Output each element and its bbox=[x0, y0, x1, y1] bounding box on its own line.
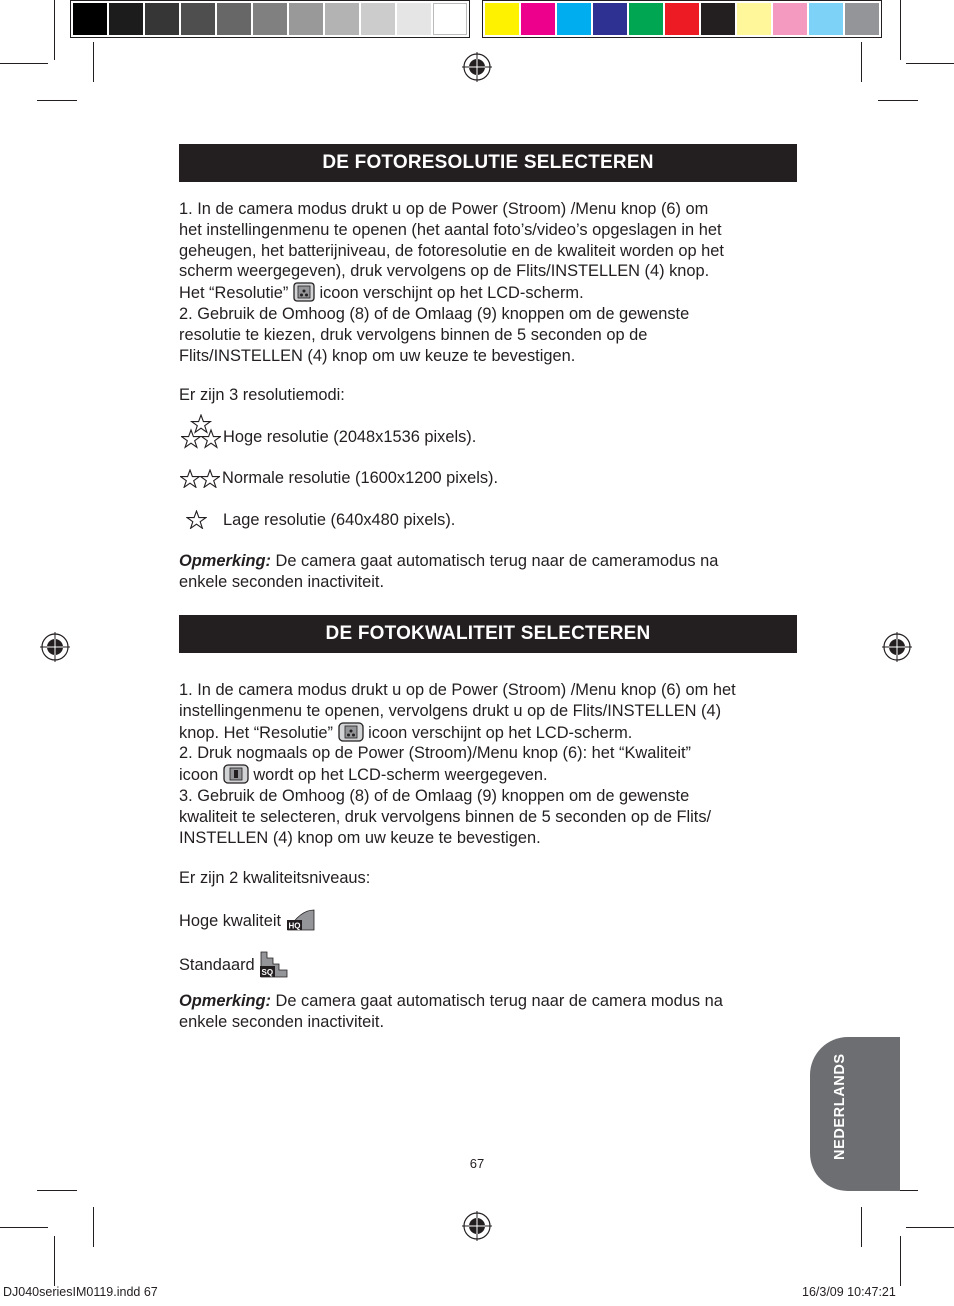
text-line bbox=[179, 551, 819, 572]
language-tab bbox=[810, 1037, 900, 1191]
resolution-icon bbox=[293, 282, 315, 302]
text-line: enkele seconden inactiviteit. bbox=[179, 572, 385, 591]
swatch bbox=[593, 3, 627, 35]
text-line bbox=[179, 722, 819, 744]
section-title-resolution: DE FOTORESOLUTIE SELECTEREN bbox=[179, 144, 797, 182]
registration-target-icon bbox=[462, 1211, 492, 1241]
swatch bbox=[629, 3, 663, 35]
text-line: INSTELLEN (4) knop om uw keuze te bevestigen. bbox=[179, 828, 541, 847]
text-line: het instellingenmenu te openen (het aantal foto’s/video’s opgeslagen in het bbox=[179, 220, 722, 239]
section-title-quality: DE FOTOKWALITEIT SELECTEREN bbox=[179, 615, 797, 653]
text-line: 2. Gebruik de Omhoog (8) of de Omlaag (9) knoppen om de gewenste bbox=[179, 304, 690, 323]
text-fragment: Standaard bbox=[179, 956, 255, 974]
text-line: instellingenmenu te openen, vervolgens drukt u op de Flits/INSTELLEN (4) bbox=[179, 701, 722, 720]
registration-target-icon bbox=[462, 52, 492, 82]
one-star-icon bbox=[186, 510, 207, 529]
text-fragment: icoon verschijnt op het LCD-scherm. bbox=[319, 284, 584, 303]
swatch bbox=[557, 3, 591, 35]
page-number: 67 bbox=[469, 1156, 485, 1171]
swatch bbox=[325, 3, 359, 35]
swatch bbox=[73, 3, 107, 35]
text-fragment: knop. Het “Resolutie” bbox=[179, 723, 333, 742]
text-fragment: Het “Resolutie” bbox=[179, 284, 289, 303]
text-line: kwaliteit te selecteren, druk vervolgens binnen de 5 seconden op de Flits/ bbox=[179, 807, 712, 826]
swatch bbox=[361, 3, 395, 35]
quality-note bbox=[179, 991, 819, 1033]
footer-file-name: DJ040seriesIM0119.indd 67 bbox=[3, 1285, 158, 1299]
high-quality-icon bbox=[286, 908, 316, 932]
quality-icon bbox=[223, 764, 249, 784]
registration-target-icon bbox=[40, 632, 70, 662]
text-fragment: Hoge kwaliteit bbox=[179, 912, 282, 930]
note-label: Opmerking: bbox=[179, 552, 271, 570]
text-fragment: wordt op het LCD-scherm weergegeven. bbox=[253, 766, 548, 785]
svg-text:HQ: HQ bbox=[288, 921, 301, 931]
resolution-note bbox=[179, 551, 819, 593]
text-line: enkele seconden inactiviteit. bbox=[179, 1012, 385, 1031]
text-line: 3. Gebruik de Omhoog (8) of de Omlaag (9) knoppen om de gewenste bbox=[179, 786, 690, 805]
svg-text:SQ: SQ bbox=[261, 968, 274, 977]
quality-instructions bbox=[179, 680, 819, 848]
resolution-icon bbox=[338, 722, 364, 742]
language-tab-label: NEDERLANDS bbox=[832, 1053, 848, 1160]
resolution-instructions bbox=[179, 199, 819, 366]
swatch bbox=[701, 3, 735, 35]
swatch bbox=[809, 3, 843, 35]
text-line: 1. In de camera modus drukt u op de Power (Stroom) /Menu knop (6) om het bbox=[179, 681, 736, 699]
text-line: Flits/INSTELLEN (4) knop om uw keuze te bevestigen. bbox=[179, 346, 576, 365]
swatch bbox=[665, 3, 699, 35]
text-line bbox=[179, 991, 819, 1012]
quality-high bbox=[179, 908, 819, 932]
text-line: resolutie te kiezen, druk vervolgens binnen de 5 seconden op de bbox=[179, 325, 648, 344]
text-line bbox=[179, 764, 819, 786]
footer-timestamp: 16/3/09 10:47:21 bbox=[802, 1285, 896, 1299]
three-star-icon bbox=[181, 414, 221, 450]
mode-normal-resolution: Normale resolutie (1600x1200 pixels). bbox=[222, 469, 499, 487]
mode-low-resolution: Lage resolutie (640x480 pixels). bbox=[223, 511, 456, 529]
registration-target-icon bbox=[882, 632, 912, 662]
swatch bbox=[109, 3, 143, 35]
mode-high-resolution: Hoge resolutie (2048x1536 pixels). bbox=[223, 428, 477, 446]
quality-standard bbox=[179, 950, 819, 978]
text-line: geheugen, het batterijniveau, de fotoresolutie en de kwaliteit worden op het bbox=[179, 241, 724, 260]
text-fragment: icoon verschijnt op het LCD-scherm. bbox=[368, 723, 633, 742]
swatch bbox=[845, 3, 879, 35]
text-line: 1. In de camera modus drukt u op de Power (Stroom) /Menu knop (6) om bbox=[179, 200, 709, 218]
swatch bbox=[289, 3, 323, 35]
swatch bbox=[485, 3, 519, 35]
swatch bbox=[145, 3, 179, 35]
text-line: scherm weergegeven), druk vervolgens op de Flits/INSTELLEN (4) knop. bbox=[179, 262, 710, 281]
resolution-modes-intro: Er zijn 3 resolutiemodi: bbox=[179, 386, 345, 404]
grayscale-color-bar bbox=[70, 0, 470, 38]
text-fragment: De camera gaat automatisch terug naar de cameramodus na bbox=[275, 552, 719, 570]
text-fragment: De camera gaat automatisch terug naar de camera modus na bbox=[275, 992, 723, 1010]
two-star-icon bbox=[180, 469, 220, 488]
standard-quality-icon bbox=[259, 950, 289, 978]
swatch bbox=[181, 3, 215, 35]
text-line bbox=[179, 282, 819, 304]
swatch bbox=[737, 3, 771, 35]
swatch bbox=[397, 3, 431, 35]
swatch bbox=[433, 3, 467, 35]
text-fragment: icoon bbox=[179, 766, 219, 785]
note-label: Opmerking: bbox=[179, 992, 271, 1010]
swatch bbox=[773, 3, 807, 35]
swatch bbox=[253, 3, 287, 35]
swatch bbox=[521, 3, 555, 35]
text-line: 2. Druk nogmaals op de Power (Stroom)/Menu knop (6): het “Kwaliteit” bbox=[179, 744, 691, 763]
process-color-bar bbox=[482, 0, 882, 38]
quality-levels-intro: Er zijn 2 kwaliteitsniveaus: bbox=[179, 869, 371, 887]
swatch bbox=[217, 3, 251, 35]
